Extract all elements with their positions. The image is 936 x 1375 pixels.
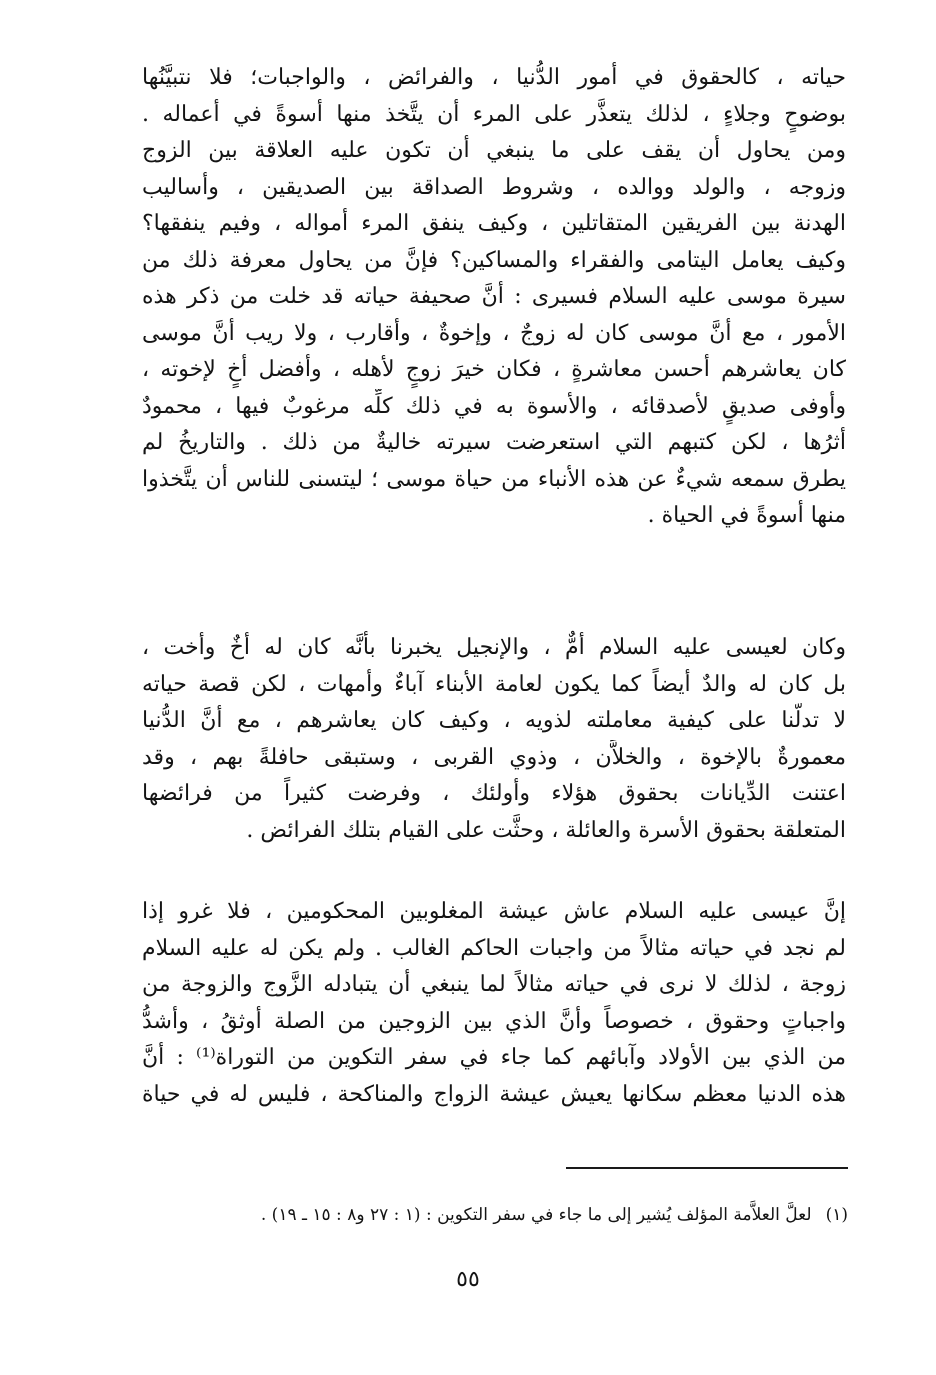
paragraph-line: المتعلقة بحقوق الأسرة والعائلة ، وحثَّت على القيام بتلك الفرائض . (246, 817, 846, 843)
paragraph-line: واجباتٍ وحقوق ، خصوصاً وأنَّ الذي بين الزوجين من الصلة أوثقُ ، وأشدُّ (142, 1008, 846, 1034)
footnote-marker: (١) (825, 1205, 848, 1225)
paragraph-line: اعتنت الدِّيانات بحقوق هؤلاء وأولئك ، وفرضت كثيراً من فرائضها (142, 781, 846, 806)
paragraph-line: أثرُها ، لكن كتبهم التي استعرضت سيرته خاليةٌ من ذلك . والتاريخُ لم (142, 430, 846, 455)
paragraph-line: كان يعاشرهم أحسن معاشرةٍ ، فكان خيرَ زوجٍ لأهله ، وأفضل أخٍ لإخوته ، (142, 357, 846, 382)
paragraph-line: بوضوحٍ وجلاءٍ ، لذلك يتعذَّر على المرء أن يتَّخذ منها أسوةً في أعماله . (142, 101, 846, 127)
paragraph-line: لم نجد في حياته مثالاً من واجبات الحاكم الغالب . ولم يكن له عليه السلام (142, 935, 846, 961)
paragraph-2 (142, 630, 846, 849)
paragraph-line: الهدنة بين الفريقين المتقاتلين ، وكيف ينفق المرء أمواله ، وفيم ينفقها؟ (142, 211, 846, 236)
paragraph-line: إنَّ عيسى عليه السلام عاش عيشة المغلوبين المحكومين ، فلا غرو إذا (142, 899, 846, 924)
paragraph-line: هذه الدنيا معظم سكانها يعيش عيشة الزواج والمناكحة ، فليس له في حياة (142, 1081, 846, 1107)
paragraph-line: الأمور ، مع أنَّ موسى كان له زوجٌ ، وإخوةٌ ، وأقارب ، ولا ريب أنَّ موسى (142, 320, 846, 346)
paragraph-line: من الذي بين الأولاد وآبائهم كما جاء في سفر التكوين من التوراة⁽¹⁾ : أنَّ (142, 1045, 846, 1070)
paragraph-line: سيرة موسى عليه السلام فسيرى : أنَّ صحيفة حياته قد خلت من ذكر هذه (142, 284, 846, 309)
paragraph-line: وكيف يعامل اليتامى والفقراء والمساكين؟ فإنَّ من يحاول معرفة ذلك من (142, 247, 846, 273)
paragraph-3 (142, 894, 846, 1113)
paragraph-line: حياته ، كالحقوق في أمور الدُّنيا ، والفرائض ، والواجبات؛ فلا نتبيَّنُها (142, 65, 846, 90)
footnote-divider (566, 1167, 848, 1169)
paragraph-line: لا تدلُّنا على كيفية معاملته لذويه ، وكيف كان يعاشرهم ، مع أنَّ الدُّنيا (142, 708, 846, 733)
paragraph-line: وكان لعيسى عليه السلام أمٌّ ، والإنجيل يخبرنا بأنَّه كان له أخٌ وأخت ، (142, 635, 846, 660)
paragraph-line: زوجة ، لذلك لا نرى في حياته مثالاً لما ينبغي أن يتبادله الزَّوج والزوجة من (142, 972, 846, 997)
paragraph-line: يطرق سمعه شيءٌ عن هذه الأنباء من حياة موسى ؛ ليتسنى للناس أن يتَّخذوا (142, 466, 846, 492)
paragraph-line: وزوجه ، والولد ووالده ، وشروط الصداقة بين الصديقين ، وأساليب (142, 174, 846, 200)
paragraph-line: منها أسوةً في الحياة . (647, 503, 846, 528)
paragraph-line: معمورةٌ بالإخوة ، والخلاَّن ، وذوي القربى ، وستبقى حافلةً بهم ، وقد (142, 744, 846, 770)
page-number: ٥٥ (456, 1267, 480, 1292)
paragraph-line: ومن يحاول أن يقف على ما ينبغي أن تكون عليه العلاقة بين الزوج (142, 138, 846, 163)
paragraph-line: وأوفى صديقٍ لأصدقائه ، والأسوة به في ذلك كلِّه مرغوبٌ فيها ، محمودٌ (142, 393, 846, 419)
paragraph-1 (142, 60, 846, 535)
footnote-text: لعلَّ العلاَّمة المؤلف يُشير إلى ما جاء في سفر التكوين : (١ : ٢٧ و٨ : ١٥ ـ ١٩) . (260, 1205, 812, 1225)
paragraph-line: بل كان له والدٌ أيضاً كما يكون لعامة الأبناء آباءٌ وأمهات ، لكن قصة حياته (142, 671, 846, 697)
footnote (142, 1200, 848, 1230)
